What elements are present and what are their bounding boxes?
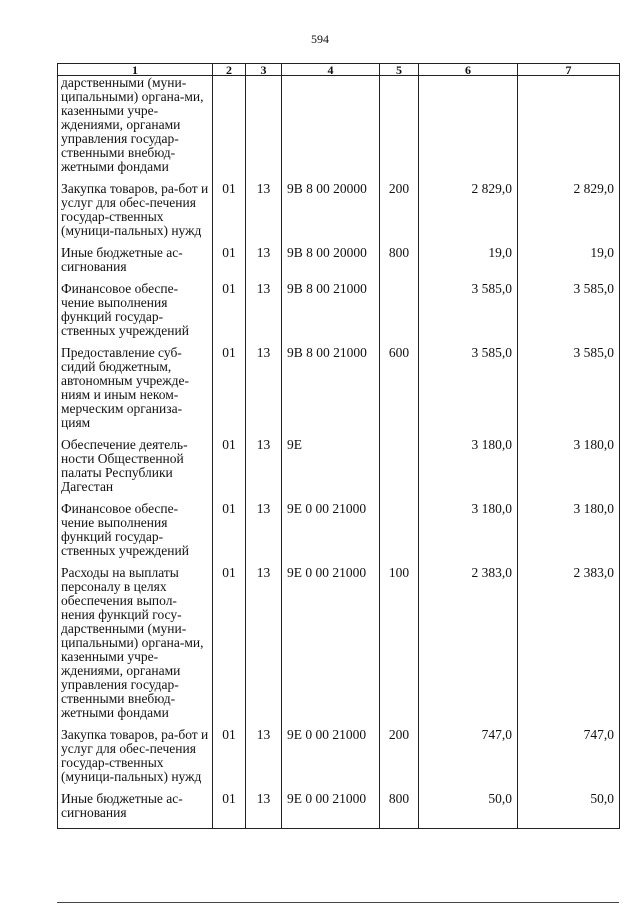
row-expense-type-cell [380, 76, 419, 183]
row-amount-col6-cell: 2 829,0 [419, 182, 518, 246]
row-target-code-cell: 9Е 0 00 21000 [282, 566, 380, 728]
budget-table-container [57, 63, 619, 829]
row-target-code-cell: 9В 8 00 20000 [282, 246, 380, 282]
table-row [58, 76, 620, 183]
row-expense-type-cell [380, 438, 419, 502]
row-section-cell: 01 [213, 438, 246, 502]
row-amount-col7-cell: 3 180,0 [518, 502, 620, 566]
row-name-cell: Обеспечение деятель-ности Общественной палаты Республики Дагестан [58, 438, 213, 502]
table-row [58, 502, 620, 566]
row-target-code-cell: 9Е 0 00 21000 [282, 502, 380, 566]
row-amount-col6-cell: 747,0 [419, 728, 518, 792]
row-amount-col7-cell [518, 76, 620, 183]
row-amount-col6-cell: 50,0 [419, 792, 518, 829]
row-section-cell [213, 76, 246, 183]
table-row [58, 792, 620, 829]
row-subsection-cell: 13 [246, 566, 282, 728]
row-target-code-cell: 9В 8 00 21000 [282, 346, 380, 438]
row-amount-col6-cell: 19,0 [419, 246, 518, 282]
table-row [58, 182, 620, 246]
row-amount-col7-cell: 3 180,0 [518, 438, 620, 502]
header-col-3: 3 [246, 64, 282, 76]
row-name-cell: Закупка товаров, ра-бот и услуг для обес-печения государ-ственных (муници-пальных) нужд [58, 728, 213, 792]
row-expense-type-cell [380, 502, 419, 566]
row-section-cell: 01 [213, 282, 246, 346]
row-subsection-cell: 13 [246, 502, 282, 566]
budget-table [57, 63, 620, 829]
row-target-code-cell: 9В 8 00 20000 [282, 182, 380, 246]
table-header-row [58, 64, 620, 76]
row-target-code-cell: 9Е 0 00 21000 [282, 792, 380, 829]
row-amount-col6-cell: 3 180,0 [419, 438, 518, 502]
table-row [58, 728, 620, 792]
bottom-rule [57, 902, 619, 903]
row-expense-type-cell [380, 282, 419, 346]
header-col-6: 6 [419, 64, 518, 76]
row-amount-col6-cell: 2 383,0 [419, 566, 518, 728]
row-name-cell: Предоставление суб-сидий бюджетным, автономным учрежде-ниям и иным неком-мерческим организа-циям [58, 346, 213, 438]
row-expense-type-cell: 200 [380, 728, 419, 792]
row-name-cell: Финансовое обеспе-чение выполнения функций государ-ственных учреждений [58, 502, 213, 566]
row-amount-col7-cell: 2 829,0 [518, 182, 620, 246]
row-section-cell: 01 [213, 346, 246, 438]
row-target-code-cell: 9В 8 00 21000 [282, 282, 380, 346]
row-subsection-cell: 13 [246, 282, 282, 346]
row-target-code-cell: 9Е 0 00 21000 [282, 728, 380, 792]
row-expense-type-cell: 800 [380, 792, 419, 829]
row-amount-col7-cell: 747,0 [518, 728, 620, 792]
row-amount-col7-cell: 3 585,0 [518, 346, 620, 438]
row-amount-col7-cell: 2 383,0 [518, 566, 620, 728]
row-section-cell: 01 [213, 182, 246, 246]
row-name-cell: Иные бюджетные ас-сигнования [58, 792, 213, 829]
row-section-cell: 01 [213, 566, 246, 728]
table-row [58, 246, 620, 282]
row-subsection-cell: 13 [246, 438, 282, 502]
row-amount-col7-cell: 3 585,0 [518, 282, 620, 346]
header-col-7: 7 [518, 64, 620, 76]
row-amount-col7-cell: 50,0 [518, 792, 620, 829]
header-col-4: 4 [282, 64, 380, 76]
row-amount-col6-cell [419, 76, 518, 183]
row-subsection-cell: 13 [246, 246, 282, 282]
row-amount-col6-cell: 3 180,0 [419, 502, 518, 566]
row-expense-type-cell: 200 [380, 182, 419, 246]
table-row [58, 438, 620, 502]
row-target-code-cell: 9Е [282, 438, 380, 502]
row-amount-col6-cell: 3 585,0 [419, 346, 518, 438]
page-number: 594 [311, 32, 329, 46]
header-col-2: 2 [213, 64, 246, 76]
row-subsection-cell: 13 [246, 792, 282, 829]
table-row [58, 282, 620, 346]
row-target-code-cell [282, 76, 380, 183]
row-amount-col6-cell: 3 585,0 [419, 282, 518, 346]
row-expense-type-cell: 600 [380, 346, 419, 438]
row-name-cell: Финансовое обеспе-чение выполнения функций государ-ственных учреждений [58, 282, 213, 346]
row-name-cell: дарственными (муни-ципальными) органа-ми, казенными учре-ждениями, органами управления государ-ственными внебюд-жетными фондами [58, 76, 213, 183]
row-expense-type-cell: 800 [380, 246, 419, 282]
header-col-5: 5 [380, 64, 419, 76]
row-subsection-cell: 13 [246, 182, 282, 246]
row-name-cell: Расходы на выплаты персоналу в целях обеспечения выпол-нения функций госу-дарственными (муни-ципальными) органа-ми, казенными учре-ждениями, органами управления государ-ственными внебюд-жетными фондами [58, 566, 213, 728]
row-name-cell: Закупка товаров, ра-бот и услуг для обес-печения государ-ственных (муници-пальных) нужд [58, 182, 213, 246]
row-subsection-cell: 13 [246, 346, 282, 438]
row-expense-type-cell: 100 [380, 566, 419, 728]
row-section-cell: 01 [213, 728, 246, 792]
row-amount-col7-cell: 19,0 [518, 246, 620, 282]
row-name-cell: Иные бюджетные ас-сигнования [58, 246, 213, 282]
header-col-1: 1 [58, 64, 213, 76]
row-section-cell: 01 [213, 792, 246, 829]
table-row [58, 346, 620, 438]
row-subsection-cell: 13 [246, 728, 282, 792]
table-row [58, 566, 620, 728]
row-subsection-cell [246, 76, 282, 183]
row-section-cell: 01 [213, 246, 246, 282]
row-section-cell: 01 [213, 502, 246, 566]
